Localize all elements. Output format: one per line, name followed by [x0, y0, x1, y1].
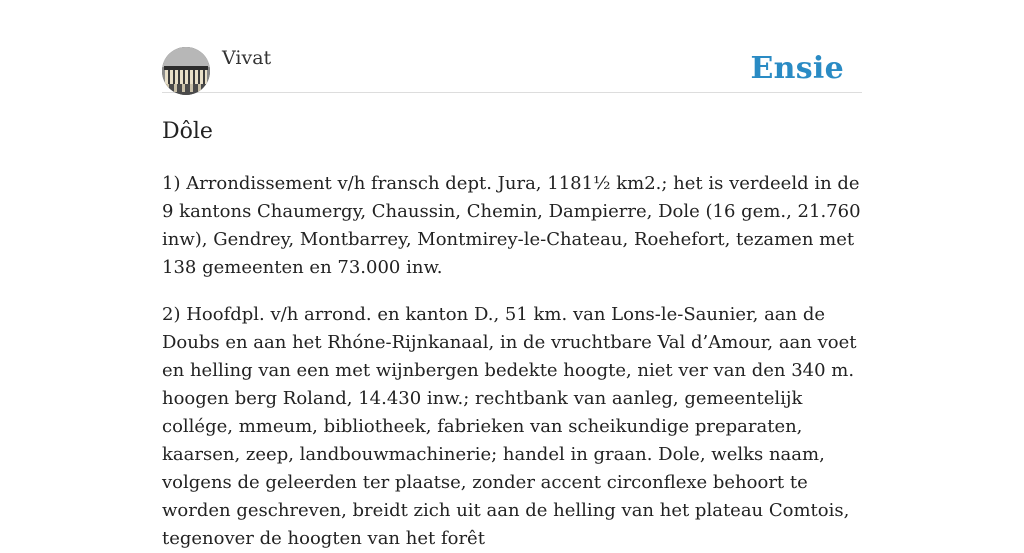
author-avatar[interactable] [162, 47, 210, 95]
entry-paragraph: 2) Hoofdpl. v/h arrond. en kanton D., 51 km. van Lons-le-Saunier, aan de Doubs en aan het Rhóne-Rijnkanaal, in de vruchtbare Val d’Amour, aan voet en helling van een met wijnbergen bedekte hoogte, niet ver van den 340 m. hoogen berg Roland, 14.430 inw.; rechtbank van aanleg, gemeentelijk collége, mmeum, bibliotheek, fabrieken van scheikundige preparaten, kaarsen, zeep, landbouwmachinerie; handel in graan. Dole, welks naam, volgens de geleerden ter plaatse, zonder accent circonflexe behoort te worden geschreven, breidt zich uit aan de helling van het plateau Comtois, tegenover de hoogten van het forêt [162, 304, 857, 549]
entry-title: Dôle [162, 119, 213, 144]
entry-paragraph: 1) Arrondissement v/h fransch dept. Jura, 1181½ km2.; het is verdeeld in de 9 kantons Chaumergy, Chaussin, Chemin, Dampierre, Dole (16 gem., 21.760 inw), Gendrey, Montbarrey, Montmirey-le-Chateau, Roehefort, tezamen met 138 gemeenten en 73.000 inw. [162, 173, 861, 278]
author-name[interactable]: Vivat [222, 47, 272, 69]
header [162, 0, 862, 93]
building-avatar-icon [162, 47, 210, 95]
entry-body [162, 170, 862, 553]
site-logo[interactable]: Ensie [750, 51, 844, 86]
page [162, 0, 862, 553]
